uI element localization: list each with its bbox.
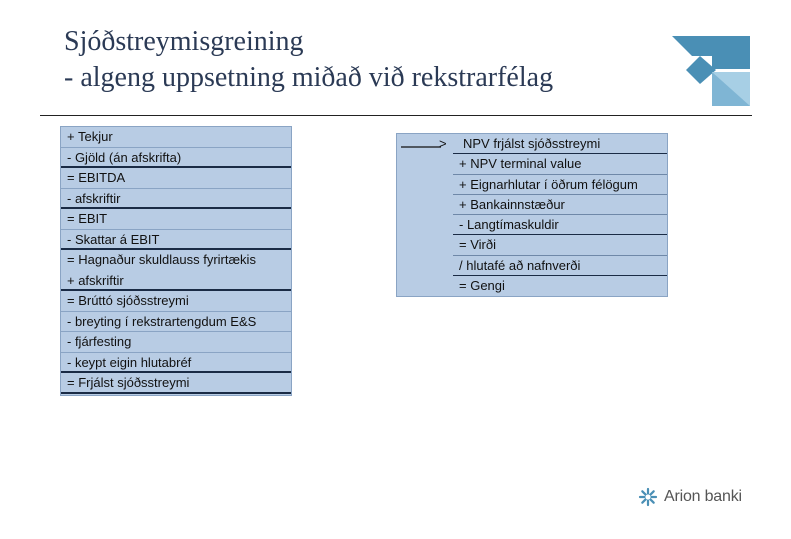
cash-flow-row: = EBITDA <box>61 168 291 189</box>
cash-flow-row: + afskriftir <box>61 271 291 292</box>
valuation-row <box>397 235 667 255</box>
valuation-row <box>397 195 667 215</box>
title-line-1: Sjóðstreymisgreining <box>64 26 304 57</box>
valuation-row-label: / hlutafé að nafnverði <box>459 257 581 273</box>
valuation-row-label: - Langtímaskuldir <box>459 217 559 232</box>
valuation-row <box>397 134 667 154</box>
arrow-head: > <box>439 136 447 151</box>
cash-flow-row: - Skattar á EBIT <box>61 230 291 251</box>
cash-flow-row: = Brúttó sjóðsstreymi <box>61 291 291 312</box>
title-divider <box>40 115 752 116</box>
valuation-row <box>397 215 667 235</box>
valuation-row-label: + NPV terminal value <box>459 156 582 172</box>
cash-flow-row: = Frjálst sjóðsstreymi <box>61 373 291 394</box>
valuation-row <box>397 276 667 296</box>
cash-flow-row: + Tekjur <box>61 127 291 148</box>
arion-star-icon <box>638 487 658 507</box>
valuation-row-label: = Virði <box>459 237 496 253</box>
valuation-row-label: NPV frjálst sjóðsstreymi <box>463 136 601 151</box>
cash-flow-row: - afskriftir <box>61 189 291 210</box>
slide-title <box>64 24 664 96</box>
cash-flow-row: - fjárfesting <box>61 332 291 353</box>
valuation-table <box>396 133 668 297</box>
valuation-row-label: + Bankainnstæður <box>459 196 565 212</box>
cash-flow-row: - keypt eigin hlutabréf <box>61 353 291 374</box>
valuation-row <box>397 154 667 174</box>
valuation-row-label: = Gengi <box>459 277 505 293</box>
cash-flow-row: - breyting í rekstrartengdum E&S <box>61 312 291 333</box>
valuation-row <box>397 256 667 276</box>
cash-flow-row: = EBIT <box>61 209 291 230</box>
geometric-logo-mark <box>672 36 752 106</box>
cash-flow-row: - Gjöld (án afskrifta) <box>61 148 291 169</box>
valuation-row-label: + Eignarhlutar í öðrum félögum <box>459 176 638 192</box>
cash-flow-row: = Hagnaður skuldlauss fyrirtækis <box>67 252 256 267</box>
brand-logo <box>638 486 742 508</box>
title-line-2: - algeng uppsetning miðað við rekstrarfélag <box>64 62 554 93</box>
cash-flow-table <box>60 126 292 396</box>
valuation-row <box>397 175 667 195</box>
brand-name: Arion banki <box>664 488 742 505</box>
